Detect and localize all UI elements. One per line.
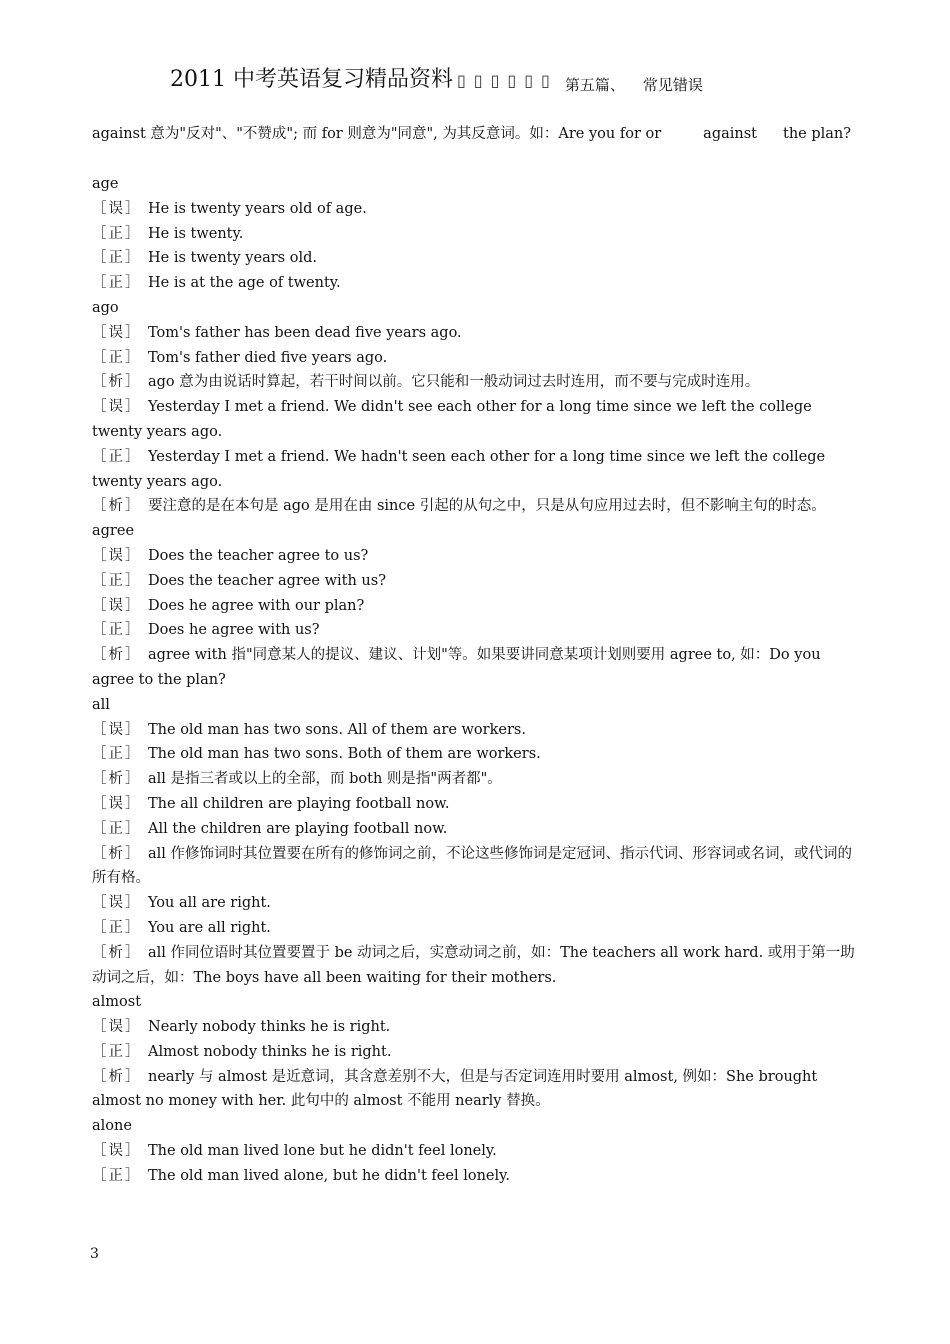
entry-item xyxy=(92,544,864,569)
entry-tag: ［正］ xyxy=(92,572,142,589)
entry-item xyxy=(92,767,864,792)
entry-item xyxy=(92,494,864,519)
entry-tag: ［析］ xyxy=(92,771,142,788)
entry-tag: ［误］ xyxy=(92,200,142,217)
entry-item xyxy=(92,222,864,247)
entry-text: Does he agree with us? xyxy=(148,622,320,639)
page-header xyxy=(170,62,810,102)
entry-text: 要注意的是在本句是 ago 是用在由 since 引起的从句之中，只是从句应用过去时，但不影响主句的时态。 xyxy=(148,498,826,515)
entry-tag: ［正］ xyxy=(92,1167,142,1184)
entry-tag: ［正］ xyxy=(92,448,142,465)
entry-headword xyxy=(92,172,864,197)
entry-tag: ［误］ xyxy=(92,547,142,564)
entry-text: The old man has two sons. All of them are workers. xyxy=(148,721,526,738)
entries-list xyxy=(92,172,864,1189)
entry-text: Yesterday I met a friend. We hadn't seen each other for a long time since we left the college twenty years ago. xyxy=(92,448,826,490)
headword-text: ago xyxy=(92,299,119,316)
entry-tag: ［误］ xyxy=(92,795,142,812)
entry-tag: ［误］ xyxy=(92,399,142,416)
entry-text: You all are right. xyxy=(148,895,271,912)
entry-item xyxy=(92,569,864,594)
entry-item xyxy=(92,197,864,222)
page-number: 3 xyxy=(90,1246,99,1262)
entry-text: The all children are playing football now. xyxy=(148,795,450,812)
entry-tag: ［误］ xyxy=(92,895,142,912)
entry-headword xyxy=(92,1114,864,1139)
entry-tag: ［析］ xyxy=(92,1068,142,1085)
headword-text: alone xyxy=(92,1118,132,1135)
entry-item xyxy=(92,842,864,892)
entry-tag: ［析］ xyxy=(92,944,142,961)
intro-part-1: against 意为"反对"、"不赞成"; 而 for 则意为"同意", 为其反意词。如：Are you for or xyxy=(92,126,662,142)
placeholder-glyphs: ▯▯▯▯▯▯ xyxy=(456,71,558,90)
entry-tag: ［正］ xyxy=(92,349,142,366)
entry-item xyxy=(92,321,864,346)
entry-item xyxy=(92,594,864,619)
headword-text: all xyxy=(92,696,110,713)
entry-text: He is twenty years old. xyxy=(148,250,317,267)
entry-text: The old man lived alone, but he didn't feel lonely. xyxy=(148,1167,511,1184)
entry-text: agree with 指"同意某人的提议、建议、计划"等。如果要讲同意某项计划则要用 agree to, 如：Do you agree to the plan? xyxy=(92,647,821,688)
entry-tag: ［析］ xyxy=(92,498,142,515)
headword-text: almost xyxy=(92,994,142,1011)
headword-text: age xyxy=(92,176,119,192)
entry-text: He is twenty years old of age. xyxy=(148,200,367,217)
entry-item xyxy=(92,370,864,395)
entry-text: Does he agree with our plan? xyxy=(148,597,365,614)
document-title: 2011 中考英语复习精品资料 xyxy=(170,67,453,92)
entry-text: Yesterday I met a friend. We didn't see each other for a long time since we left the college twenty years ago. xyxy=(92,399,812,440)
entry-text: Almost nobody thinks he is right. xyxy=(148,1043,392,1060)
entry-text: all 作同位语时其位置要置于 be 动词之后，实意动词之前，如：The teachers all work hard. 或用于第一助动词之后，如：The boys have all been waiting for their mothers. xyxy=(92,944,855,986)
entry-text: Tom's father died five years ago. xyxy=(148,349,388,366)
entry-tag: ［正］ xyxy=(92,225,142,242)
entry-text: The old man has two sons. Both of them are workers. xyxy=(148,746,541,763)
entry-item xyxy=(92,1065,864,1115)
entry-item xyxy=(92,271,864,296)
section-title: 常见错误 xyxy=(642,76,703,94)
entry-text: He is at the age of twenty. xyxy=(148,275,341,292)
entry-headword xyxy=(92,990,864,1015)
entry-item xyxy=(92,891,864,916)
entry-item xyxy=(92,346,864,371)
entry-text: He is twenty. xyxy=(148,225,244,242)
entry-tag: ［正］ xyxy=(92,1043,142,1060)
entry-text: You are all right. xyxy=(148,919,271,936)
entry-tag: ［误］ xyxy=(92,324,142,341)
entry-tag: ［正］ xyxy=(92,275,142,292)
entry-tag: ［误］ xyxy=(92,721,142,738)
entry-item xyxy=(92,1164,864,1189)
entry-text: All the children are playing football now. xyxy=(148,820,448,837)
entry-text: all 是指三者或以上的全部，而 both 则是指"两者都"。 xyxy=(148,771,502,788)
entry-item xyxy=(92,1139,864,1164)
entry-text: Does the teacher agree to us? xyxy=(148,547,369,564)
intro-part-3: the plan? xyxy=(783,126,852,142)
entry-text: The old man lived lone but he didn't feel lonely. xyxy=(148,1143,497,1160)
entry-item xyxy=(92,941,864,991)
entry-tag: ［析］ xyxy=(92,374,142,391)
entry-item xyxy=(92,817,864,842)
entry-tag: ［正］ xyxy=(92,746,142,763)
entry-text: Tom's father has been dead five years ago. xyxy=(148,324,462,341)
entry-item xyxy=(92,1015,864,1040)
entry-item xyxy=(92,718,864,743)
entry-headword xyxy=(92,519,864,544)
entry-headword xyxy=(92,693,864,718)
entry-item xyxy=(92,916,864,941)
entry-item xyxy=(92,643,864,693)
entry-item xyxy=(92,395,864,445)
entry-item xyxy=(92,742,864,767)
intro-part-2: against xyxy=(703,126,757,142)
entry-text: Nearly nobody thinks he is right. xyxy=(148,1019,391,1036)
entry-tag: ［正］ xyxy=(92,622,142,639)
entry-tag: ［误］ xyxy=(92,1143,142,1160)
entry-tag: ［析］ xyxy=(92,845,142,862)
entry-text: Does the teacher agree with us? xyxy=(148,572,386,589)
entry-tag: ［误］ xyxy=(92,597,142,614)
entry-headword xyxy=(92,296,864,321)
section-label xyxy=(565,76,703,94)
entry-item xyxy=(92,1040,864,1065)
entry-text: all 作修饰词时其位置要在所有的修饰词之前，不论这些修饰词是定冠词、指示代词、形容词或名词，或代词的所有格。 xyxy=(92,845,853,887)
entry-item xyxy=(92,618,864,643)
entry-tag: ［正］ xyxy=(92,919,142,936)
section-number: 第五篇、 xyxy=(564,76,625,94)
entry-text: ago 意为由说话时算起，若干时间以前。它只能和一般动词过去时连用，而不要与完成时连用。 xyxy=(148,374,760,391)
entry-tag: ［正］ xyxy=(92,250,142,267)
entry-tag: ［误］ xyxy=(92,1019,142,1036)
intro-line xyxy=(92,122,867,146)
headword-text: agree xyxy=(92,523,135,540)
entry-item xyxy=(92,445,864,495)
entry-item xyxy=(92,792,864,817)
entry-tag: ［析］ xyxy=(92,647,142,664)
entry-text: nearly 与 almost 是近意词，其含意差别不大，但是与否定词连用时要用 almost, 例如：She brought almost no money with her. 此句中的 almost 不能用 nearly 替换。 xyxy=(92,1068,818,1110)
entry-item xyxy=(92,246,864,271)
entry-tag: ［正］ xyxy=(92,820,142,837)
